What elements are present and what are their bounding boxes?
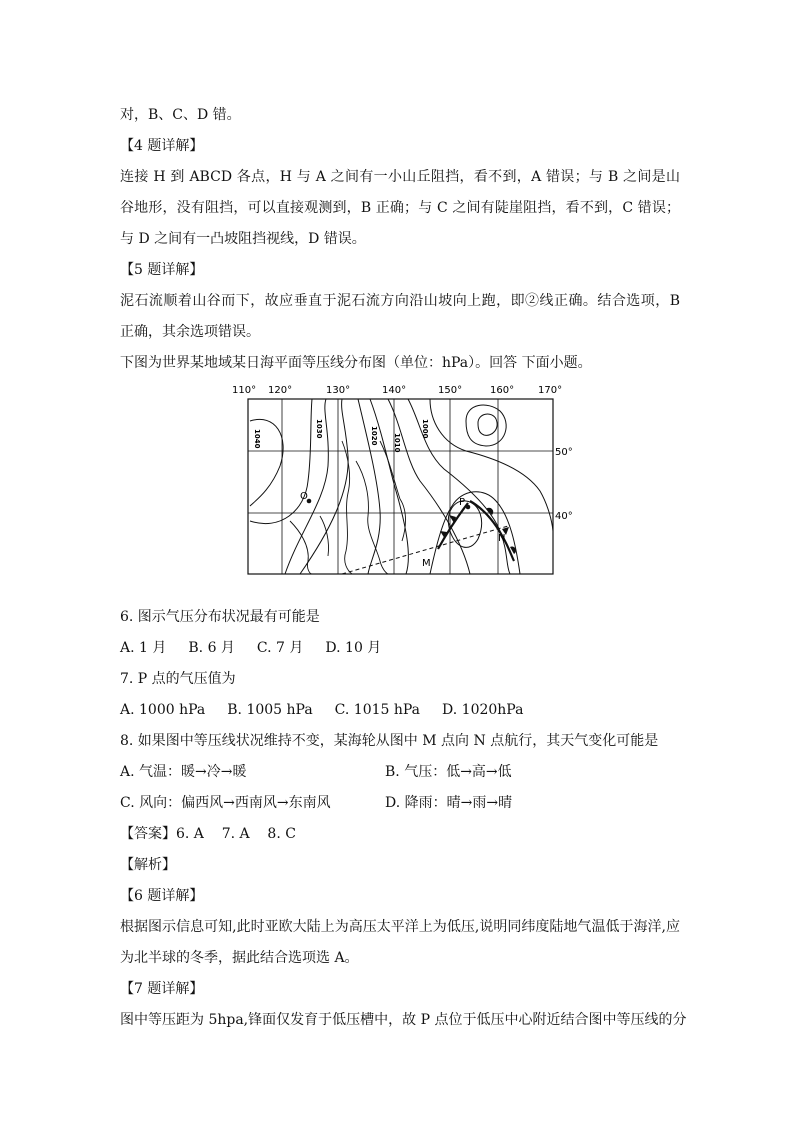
point-p-marker — [466, 505, 471, 510]
question-6-options — [120, 633, 680, 664]
lon-label: 170° — [538, 385, 563, 396]
lon-label: 120° — [268, 385, 293, 396]
document-page — [120, 100, 687, 1036]
point-o-label: O — [300, 491, 308, 502]
question-8: 8. 如果图中等压线状况维持不变，某海轮从图中 M 点向 N 点航行，其天气变化可能是 — [120, 733, 659, 749]
lon-label: 160° — [490, 385, 515, 396]
figure-intro: 下图为世界某地域某日海平面等压线分布图（单位：hPa）。回答 下面小题。 — [120, 355, 592, 371]
lon-label: 140° — [382, 385, 407, 396]
answer-key: 【答案】6. A 7. A 8. C — [120, 826, 296, 842]
paragraph-7: 图中等压距为 5hpa,锋面仅发育于低压槽中，故 P 点位于低压中心附近结合图中等压线的分 — [120, 1012, 687, 1028]
question-8-options-row2 — [120, 788, 680, 819]
lon-label: 130° — [326, 385, 351, 396]
lon-label: 150° — [438, 385, 463, 396]
section-heading-4: 【4 题详解】 — [120, 138, 204, 154]
paragraph-6: 根据图示信息可知,此时亚欧大陆上为高压太平洋上为低压,说明同纬度陆地气温低于海洋,应为北半球的冬季，据此结合选项选 A。 — [120, 919, 680, 966]
isobar-label: 1030 — [315, 419, 323, 439]
section-heading-5: 【5 题详解】 — [120, 262, 204, 278]
occluded-front — [470, 501, 516, 561]
section-heading-7: 【7 题详解】 — [120, 981, 204, 997]
isobar-label: 1010 — [393, 433, 401, 453]
lat-label: 50° — [555, 447, 573, 458]
text-line: 对，B、C、D 错。 — [120, 107, 241, 123]
option: C. 风向：偏西风→西南风→东南风 — [120, 795, 331, 811]
question-6: 6. 图示气压分布状况最有可能是 — [120, 609, 320, 625]
option: B. 气压：低→高→低 — [385, 764, 512, 780]
analysis-heading: 【解析】 — [120, 857, 176, 873]
question-7-options — [120, 695, 680, 726]
option: B. 1005 hPa — [227, 702, 313, 718]
isobar-map — [230, 381, 573, 596]
isobar-label: 1040 — [253, 429, 261, 449]
option: C. 1015 hPa — [334, 702, 421, 718]
point-p-label: P — [459, 497, 466, 508]
option: A. 1000 hPa — [120, 702, 206, 718]
isobar-label: 1000 — [421, 419, 429, 439]
option: D. 降雨：晴→雨→晴 — [385, 795, 513, 811]
option: B. 6 月 — [188, 640, 235, 656]
paragraph-4: 连接 H 到 ABCD 各点，H 与 A 之间有一小山丘阻挡，看不到，A 错误；与 B 之间是山谷地形，没有阻挡，可以直接观测到，B 正确；与 C 之间有陡崖阻挡，看不到，C 错误；与 D 之间有一凸坡阻挡视线，D 错误。 — [120, 169, 680, 247]
section-heading-6: 【6 题详解】 — [120, 888, 204, 904]
question-8-options-row1 — [120, 757, 680, 788]
paragraph-5: 泥石流顺着山谷而下，故应垂直于泥石流方向沿山坡向上跑，即②线正确。结合选项，B 正确，其余选项错误。 — [120, 293, 680, 340]
option: D. 10 月 — [325, 640, 382, 656]
option: D. 1020hPa — [442, 702, 524, 718]
point-m-label: M — [422, 558, 431, 569]
option: A. 气温：暖→冷→暖 — [120, 764, 247, 780]
isobar-map-figure — [230, 381, 573, 596]
isobar-label: 1020 — [370, 426, 378, 446]
question-7: 7. P 点的气压值为 — [120, 671, 236, 687]
lat-label: 40° — [555, 511, 573, 522]
point-n-label: N — [498, 533, 506, 544]
option: C. 7 月 — [256, 640, 304, 656]
option: A. 1 月 — [120, 640, 167, 656]
lon-label: 110° — [232, 385, 257, 396]
